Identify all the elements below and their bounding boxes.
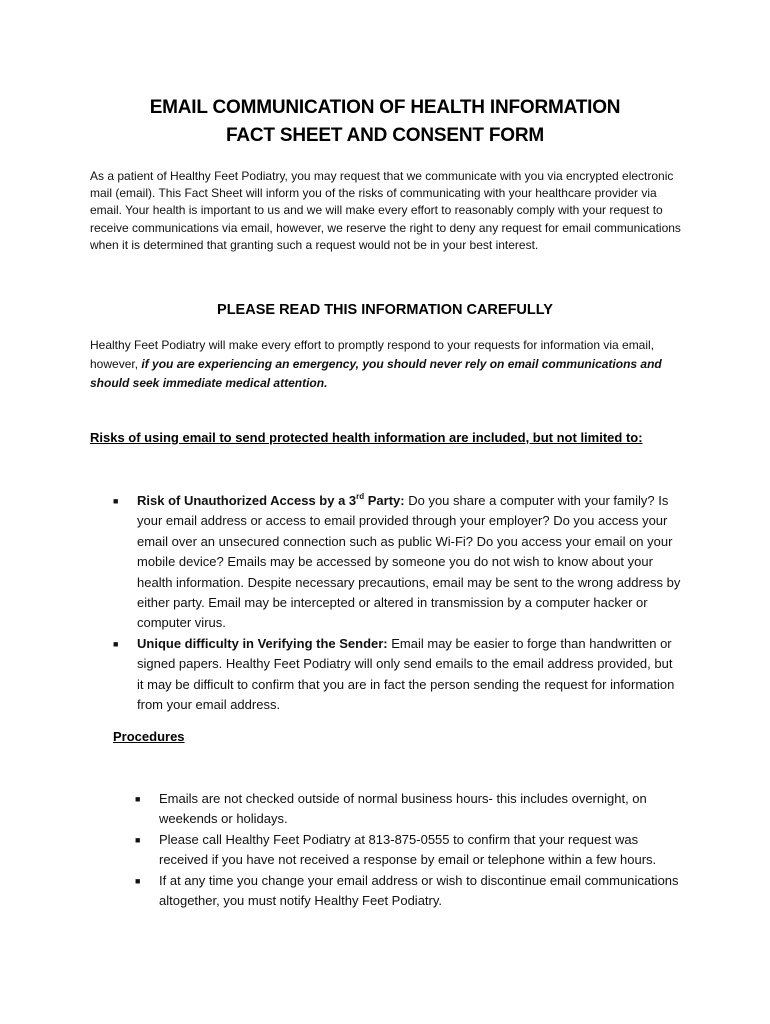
bullet-icon: ■ (135, 834, 141, 845)
procedures-heading: Procedures (113, 729, 185, 744)
bullet-icon: ■ (135, 875, 141, 886)
bullet-icon: ■ (113, 638, 119, 649)
bullet-icon: ■ (113, 496, 119, 506)
procedure-text: Please call Healthy Feet Podiatry at 813-875-0555 to confirm that your request was received if you have not received a response by email or telephone within a few hours. (159, 831, 657, 868)
procedure-text: If at any time you change your email address or wish to discontinue email communications altogether, you must notify Healthy Feet Podiatry. (159, 872, 679, 909)
document-title-line-1: EMAIL COMMUNICATION OF HEALTH INFORMATION (149, 97, 621, 118)
caution-lead-text: Healthy Feet Podiatry will make every effort to promptly respond to your requests for information via email, however, (90, 338, 655, 371)
risks-heading: Risks of using email to send protected health information are included, but not limited to: (90, 430, 643, 445)
list-item (135, 830, 689, 871)
list-item (113, 491, 682, 634)
risk-label: Risk of Unauthorized Access by a 3rd Party: (137, 492, 405, 508)
caution-heading: PLEASE READ THIS INFORMATION CAREFULLY (217, 302, 553, 318)
risk-description: Do you share a computer with your family? Is your email address or access to email provided through your employer? Do you access your email over an unsecured connection such as public Wi-Fi? Do you access your email on your mobile device? Emails may be accessed by someone you do not wish to know about your health information. Despite necessary precautions, email may be sent to the wrong address by either party. Email may be intercepted or altered in transmission by a computer hacker or computer virus. (137, 493, 681, 631)
procedure-text: Emails are not checked outside of normal business hours- this includes overnight, on weekends or holidays. (159, 791, 647, 827)
list-item (113, 634, 682, 716)
risks-list (113, 491, 682, 715)
emergency-warning-text: if you are experiencing an emergency, you should never rely on email communications and should seek immediate medical attention. (90, 357, 662, 390)
risk-description: Email may be easier to forge than handwritten or signed papers. Healthy Feet Podiatry will only send emails to the email address provided, but it may be difficult to confirm that you are in fact the person sending the request for information from your email address. (137, 635, 675, 713)
procedures-list (135, 789, 689, 911)
bullet-icon: ■ (135, 794, 141, 804)
document-title-line-2: FACT SHEET AND CONSENT FORM (226, 125, 544, 146)
risk-label: Unique difficulty in Verifying the Sender: (137, 635, 388, 651)
caution-paragraph (90, 336, 685, 393)
list-item (135, 871, 689, 912)
intro-paragraph: As a patient of Healthy Feet Podiatry, you may request that we communicate with you via encrypted electronic mail (email). This Fact Sheet will inform you of the risks of communicating with your healthcare provider via email. Your health is important to us and we will make every effort to reasonably comply with your request to receive communications via email, however, we reserve the right to deny any request for email communications when it is determined that granting such a request would not be in your best interest. (90, 169, 681, 252)
list-item (135, 789, 689, 830)
